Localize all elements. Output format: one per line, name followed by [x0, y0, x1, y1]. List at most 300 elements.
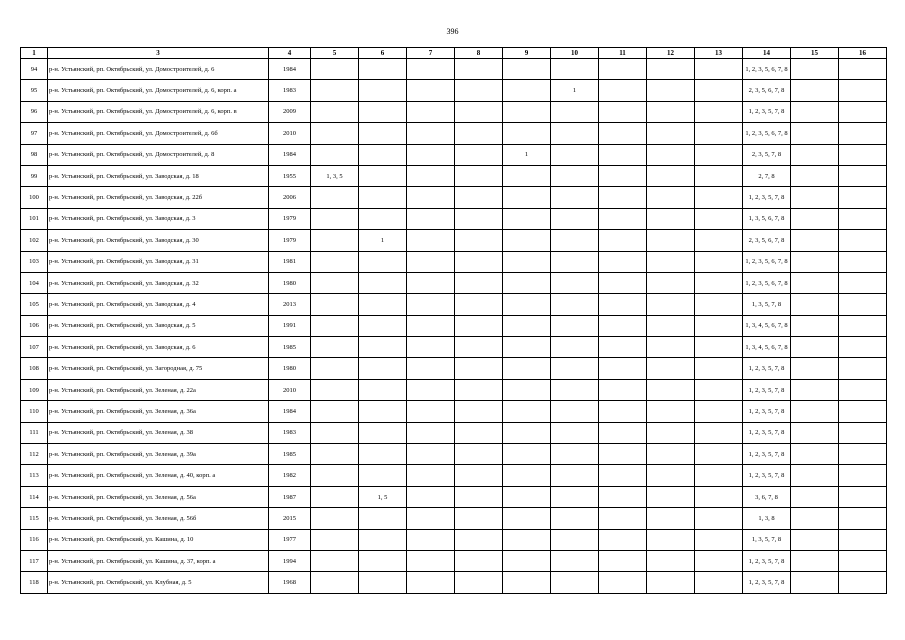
table-cell-col-10 [551, 337, 599, 358]
table-cell-col-1: 101 [21, 208, 48, 229]
table-cell-col-16 [839, 101, 887, 122]
table-cell-col-3: р-н. Устьянский, рп. Октябрьский, ул. Домостроителей, д. 6б [48, 123, 269, 144]
table-row [21, 123, 887, 144]
table-cell-col-1: 94 [21, 59, 48, 80]
table-cell-col-5 [311, 444, 359, 465]
table-cell-col-6 [359, 144, 407, 165]
table-row [21, 401, 887, 422]
table-cell-col-3: р-н. Устьянский, рп. Октябрьский, ул. Зеленая, д. 56а [48, 486, 269, 507]
column-header-13: 13 [695, 48, 743, 59]
table-cell-col-9 [503, 379, 551, 400]
table-cell-col-8 [455, 294, 503, 315]
table-cell-col-15 [791, 486, 839, 507]
table-cell-col-11 [599, 465, 647, 486]
table-cell-col-14: 1, 3, 5, 7, 8 [743, 294, 791, 315]
table-cell-col-1: 108 [21, 358, 48, 379]
table-row [21, 465, 887, 486]
table-cell-col-16 [839, 337, 887, 358]
table-cell-col-12 [647, 251, 695, 272]
table-cell-col-15 [791, 80, 839, 101]
table-row [21, 422, 887, 443]
table-cell-col-14: 1, 2, 3, 5, 7, 8 [743, 422, 791, 443]
table-cell-col-11 [599, 144, 647, 165]
table-cell-col-3: р-н. Устьянский, рп. Октябрьский, ул. Зеленая, д. 36а [48, 401, 269, 422]
table-cell-col-4: 1980 [269, 358, 311, 379]
table-cell-col-5 [311, 123, 359, 144]
column-header-4: 4 [269, 48, 311, 59]
table-cell-col-8 [455, 101, 503, 122]
table-cell-col-6 [359, 550, 407, 571]
table-row [21, 144, 887, 165]
table-cell-col-4: 1980 [269, 272, 311, 293]
table-cell-col-8 [455, 337, 503, 358]
table-cell-col-4: 1983 [269, 80, 311, 101]
table-cell-col-13 [695, 337, 743, 358]
table-cell-col-4: 1984 [269, 59, 311, 80]
table-cell-col-8 [455, 379, 503, 400]
table-cell-col-1: 115 [21, 508, 48, 529]
table-cell-col-3: р-н. Устьянский, рп. Октябрьский, ул. Клубная, д. 5 [48, 572, 269, 593]
table-cell-col-13 [695, 486, 743, 507]
table-cell-col-4: 1984 [269, 401, 311, 422]
table-cell-col-10 [551, 550, 599, 571]
table-row [21, 208, 887, 229]
table-cell-col-4: 1981 [269, 251, 311, 272]
table-cell-col-6 [359, 529, 407, 550]
table-cell-col-11 [599, 486, 647, 507]
table-cell-col-4: 2015 [269, 508, 311, 529]
table-cell-col-11 [599, 165, 647, 186]
table-cell-col-7 [407, 486, 455, 507]
table-cell-col-13 [695, 187, 743, 208]
table-cell-col-9 [503, 101, 551, 122]
table-cell-col-16 [839, 379, 887, 400]
table-cell-col-14: 1, 2, 3, 5, 7, 8 [743, 187, 791, 208]
table-cell-col-16 [839, 294, 887, 315]
table-row [21, 358, 887, 379]
table-cell-col-1: 107 [21, 337, 48, 358]
table-cell-col-9 [503, 123, 551, 144]
page-number: 396 [446, 27, 459, 36]
table-cell-col-7 [407, 294, 455, 315]
table-cell-col-15 [791, 508, 839, 529]
table-cell-col-6 [359, 251, 407, 272]
column-header-3: 3 [48, 48, 269, 59]
table-cell-col-9 [503, 337, 551, 358]
table-cell-col-9 [503, 187, 551, 208]
table-cell-col-8 [455, 230, 503, 251]
table-cell-col-4: 1987 [269, 486, 311, 507]
table-cell-col-12 [647, 379, 695, 400]
table-cell-col-3: р-н. Устьянский, рп. Октябрьский, ул. Зеленая, д. 22а [48, 379, 269, 400]
table-cell-col-11 [599, 401, 647, 422]
table-cell-col-10 [551, 358, 599, 379]
table-cell-col-11 [599, 529, 647, 550]
table-cell-col-6 [359, 508, 407, 529]
table-cell-col-10 [551, 208, 599, 229]
table-cell-col-11 [599, 358, 647, 379]
table-cell-col-7 [407, 230, 455, 251]
table-cell-col-9 [503, 272, 551, 293]
table-cell-col-7 [407, 251, 455, 272]
table-cell-col-15 [791, 550, 839, 571]
table-cell-col-15 [791, 572, 839, 593]
table-cell-col-9 [503, 401, 551, 422]
table-cell-col-12 [647, 80, 695, 101]
table-row [21, 294, 887, 315]
table-cell-col-3: р-н. Устьянский, рп. Октябрьский, ул. Кашина, д. 37, корп. а [48, 550, 269, 571]
table-row [21, 80, 887, 101]
table-cell-col-9 [503, 508, 551, 529]
table-cell-col-3: р-н. Устьянский, рп. Октябрьский, ул. Домостроителей, д. 6, корп. в [48, 101, 269, 122]
table-cell-col-16 [839, 272, 887, 293]
table-cell-col-14: 1, 2, 3, 5, 7, 8 [743, 379, 791, 400]
table-cell-col-7 [407, 358, 455, 379]
table-cell-col-6 [359, 465, 407, 486]
table-cell-col-6: 1, 5 [359, 486, 407, 507]
column-header-14: 14 [743, 48, 791, 59]
table-cell-col-10: 1 [551, 80, 599, 101]
table-cell-col-7 [407, 144, 455, 165]
table-cell-col-10 [551, 230, 599, 251]
table-cell-col-10 [551, 272, 599, 293]
table-cell-col-9 [503, 315, 551, 336]
table-cell-col-5 [311, 358, 359, 379]
table-cell-col-10 [551, 486, 599, 507]
table-cell-col-5 [311, 401, 359, 422]
table-cell-col-11 [599, 272, 647, 293]
table-row [21, 101, 887, 122]
table-cell-col-8 [455, 358, 503, 379]
table-cell-col-12 [647, 486, 695, 507]
table-cell-col-5 [311, 572, 359, 593]
table-row [21, 337, 887, 358]
table-cell-col-15 [791, 315, 839, 336]
table-cell-col-9 [503, 230, 551, 251]
table-cell-col-8 [455, 486, 503, 507]
table-cell-col-8 [455, 572, 503, 593]
table-cell-col-16 [839, 550, 887, 571]
table-cell-col-8 [455, 401, 503, 422]
table-row [21, 165, 887, 186]
table-cell-col-12 [647, 444, 695, 465]
table-cell-col-5 [311, 529, 359, 550]
table-cell-col-8 [455, 465, 503, 486]
table-cell-col-10 [551, 144, 599, 165]
table-cell-col-14: 2, 7, 8 [743, 165, 791, 186]
table-cell-col-4: 1994 [269, 550, 311, 571]
table-cell-col-12 [647, 572, 695, 593]
table-cell-col-5 [311, 337, 359, 358]
column-header-7: 7 [407, 48, 455, 59]
table-cell-col-5 [311, 379, 359, 400]
table-cell-col-13 [695, 144, 743, 165]
table-cell-col-3: р-н. Устьянский, рп. Октябрьский, ул. Заводская, д. 31 [48, 251, 269, 272]
table-cell-col-12 [647, 101, 695, 122]
table-cell-col-14: 1, 2, 3, 5, 7, 8 [743, 572, 791, 593]
column-header-6: 6 [359, 48, 407, 59]
table-cell-col-14: 1, 2, 3, 5, 6, 7, 8 [743, 251, 791, 272]
table-cell-col-6 [359, 101, 407, 122]
table-cell-col-15 [791, 465, 839, 486]
table-cell-col-6 [359, 272, 407, 293]
table-cell-col-8 [455, 59, 503, 80]
table-cell-col-13 [695, 379, 743, 400]
table-cell-col-8 [455, 315, 503, 336]
table-cell-col-9: 1 [503, 144, 551, 165]
table-cell-col-10 [551, 422, 599, 443]
table-cell-col-9 [503, 59, 551, 80]
table-cell-col-15 [791, 358, 839, 379]
table-cell-col-13 [695, 315, 743, 336]
table-cell-col-11 [599, 550, 647, 571]
table-cell-col-1: 103 [21, 251, 48, 272]
table-cell-col-1: 111 [21, 422, 48, 443]
table-cell-col-15 [791, 208, 839, 229]
table-cell-col-7 [407, 508, 455, 529]
table-row [21, 251, 887, 272]
table-cell-col-10 [551, 251, 599, 272]
table-cell-col-13 [695, 251, 743, 272]
column-header-16: 16 [839, 48, 887, 59]
table-cell-col-3: р-н. Устьянский, рп. Октябрьский, ул. Заводская, д. 18 [48, 165, 269, 186]
table-cell-col-11 [599, 251, 647, 272]
table-cell-col-14: 1, 3, 4, 5, 6, 7, 8 [743, 337, 791, 358]
table-cell-col-15 [791, 165, 839, 186]
column-header-9: 9 [503, 48, 551, 59]
table-row [21, 486, 887, 507]
table-cell-col-12 [647, 465, 695, 486]
table-cell-col-1: 114 [21, 486, 48, 507]
column-header-1: 1 [21, 48, 48, 59]
table-cell-col-7 [407, 444, 455, 465]
table-cell-col-5 [311, 294, 359, 315]
table-cell-col-12 [647, 315, 695, 336]
table-cell-col-10 [551, 165, 599, 186]
table-cell-col-1: 105 [21, 294, 48, 315]
table-cell-col-1: 118 [21, 572, 48, 593]
table-cell-col-16 [839, 144, 887, 165]
table-cell-col-4: 2009 [269, 101, 311, 122]
table-cell-col-8 [455, 144, 503, 165]
table-cell-col-12 [647, 337, 695, 358]
table-cell-col-13 [695, 358, 743, 379]
table-cell-col-15 [791, 272, 839, 293]
table-cell-col-11 [599, 444, 647, 465]
table-cell-col-11 [599, 123, 647, 144]
table-row [21, 315, 887, 336]
table-row [21, 550, 887, 571]
table-cell-col-4: 2013 [269, 294, 311, 315]
table-cell-col-16 [839, 165, 887, 186]
table-cell-col-13 [695, 80, 743, 101]
table-body [21, 59, 887, 594]
table-cell-col-14: 2, 3, 5, 6, 7, 8 [743, 80, 791, 101]
table-cell-col-5 [311, 508, 359, 529]
table-cell-col-7 [407, 165, 455, 186]
table-cell-col-12 [647, 294, 695, 315]
table-cell-col-6 [359, 337, 407, 358]
table-cell-col-7 [407, 123, 455, 144]
table-cell-col-7 [407, 187, 455, 208]
table-cell-col-6 [359, 208, 407, 229]
table-cell-col-11 [599, 230, 647, 251]
table-cell-col-16 [839, 80, 887, 101]
table-cell-col-3: р-н. Устьянский, рп. Октябрьский, ул. Заводская, д. 32 [48, 272, 269, 293]
table-cell-col-13 [695, 422, 743, 443]
table-cell-col-3: р-н. Устьянский, рп. Октябрьский, ул. Кашина, д. 10 [48, 529, 269, 550]
table-cell-col-4: 1985 [269, 337, 311, 358]
table-cell-col-6 [359, 572, 407, 593]
table-cell-col-15 [791, 294, 839, 315]
table-cell-col-6 [359, 294, 407, 315]
table-cell-col-3: р-н. Устьянский, рп. Октябрьский, ул. Заводская, д. 30 [48, 230, 269, 251]
table-cell-col-13 [695, 294, 743, 315]
table-cell-col-12 [647, 59, 695, 80]
table-cell-col-7 [407, 465, 455, 486]
table-cell-col-1: 96 [21, 101, 48, 122]
table-cell-col-4: 2010 [269, 123, 311, 144]
table-cell-col-16 [839, 230, 887, 251]
table-cell-col-9 [503, 422, 551, 443]
table-cell-col-11 [599, 315, 647, 336]
table-row [21, 187, 887, 208]
table-cell-col-14: 1, 2, 3, 5, 6, 7, 8 [743, 272, 791, 293]
table-cell-col-12 [647, 358, 695, 379]
table-cell-col-8 [455, 529, 503, 550]
table-cell-col-11 [599, 101, 647, 122]
table-cell-col-1: 109 [21, 379, 48, 400]
table-cell-col-15 [791, 251, 839, 272]
table-cell-col-5 [311, 144, 359, 165]
table-cell-col-5 [311, 422, 359, 443]
table-cell-col-14: 1, 2, 3, 5, 6, 7, 8 [743, 59, 791, 80]
column-header-11: 11 [599, 48, 647, 59]
table-cell-col-15 [791, 187, 839, 208]
table-cell-col-16 [839, 123, 887, 144]
table-cell-col-16 [839, 529, 887, 550]
table-cell-col-13 [695, 101, 743, 122]
table-cell-col-1: 117 [21, 550, 48, 571]
table-cell-col-5: 1, 3, 5 [311, 165, 359, 186]
table-cell-col-3: р-н. Устьянский, рп. Октябрьский, ул. Домостроителей, д. 6 [48, 59, 269, 80]
table-cell-col-1: 100 [21, 187, 48, 208]
table-cell-col-14: 1, 2, 3, 5, 7, 8 [743, 101, 791, 122]
table-cell-col-6 [359, 123, 407, 144]
table-cell-col-7 [407, 572, 455, 593]
column-header-10: 10 [551, 48, 599, 59]
table-cell-col-3: р-н. Устьянский, рп. Октябрьский, ул. Зеленая, д. 56б [48, 508, 269, 529]
table-cell-col-4: 1979 [269, 208, 311, 229]
table-cell-col-6: 1 [359, 230, 407, 251]
table-cell-col-6 [359, 187, 407, 208]
table-cell-col-10 [551, 572, 599, 593]
table-cell-col-10 [551, 187, 599, 208]
table-cell-col-1: 102 [21, 230, 48, 251]
table-cell-col-1: 116 [21, 529, 48, 550]
table-cell-col-1: 98 [21, 144, 48, 165]
table-cell-col-8 [455, 208, 503, 229]
table-cell-col-7 [407, 101, 455, 122]
table-cell-col-15 [791, 230, 839, 251]
table-cell-col-7 [407, 272, 455, 293]
table-cell-col-10 [551, 59, 599, 80]
table-cell-col-7 [407, 422, 455, 443]
table-cell-col-11 [599, 508, 647, 529]
table-cell-col-5 [311, 251, 359, 272]
table-cell-col-5 [311, 59, 359, 80]
table-cell-col-5 [311, 465, 359, 486]
table-cell-col-16 [839, 444, 887, 465]
table-cell-col-11 [599, 80, 647, 101]
table-cell-col-12 [647, 422, 695, 443]
table-cell-col-10 [551, 465, 599, 486]
table-cell-col-13 [695, 123, 743, 144]
table-cell-col-4: 2006 [269, 187, 311, 208]
table-cell-col-10 [551, 529, 599, 550]
table-cell-col-3: р-н. Устьянский, рп. Октябрьский, ул. Заводская, д. 4 [48, 294, 269, 315]
table-cell-col-10 [551, 123, 599, 144]
table-cell-col-9 [503, 294, 551, 315]
table-cell-col-6 [359, 358, 407, 379]
table-row [21, 529, 887, 550]
table-row [21, 379, 887, 400]
table-cell-col-12 [647, 508, 695, 529]
table-cell-col-13 [695, 59, 743, 80]
table-cell-col-11 [599, 379, 647, 400]
table-cell-col-1: 97 [21, 123, 48, 144]
table-cell-col-16 [839, 572, 887, 593]
table-cell-col-1: 99 [21, 165, 48, 186]
table-cell-col-4: 1968 [269, 572, 311, 593]
table-cell-col-15 [791, 444, 839, 465]
table-cell-col-1: 104 [21, 272, 48, 293]
table-cell-col-12 [647, 272, 695, 293]
table-cell-col-13 [695, 529, 743, 550]
table-cell-col-14: 1, 3, 5, 6, 7, 8 [743, 208, 791, 229]
column-header-15: 15 [791, 48, 839, 59]
table-cell-col-15 [791, 123, 839, 144]
table-cell-col-16 [839, 59, 887, 80]
table-cell-col-3: р-н. Устьянский, рп. Октябрьский, ул. Зеленая, д. 39а [48, 444, 269, 465]
table-cell-col-10 [551, 315, 599, 336]
table-cell-col-10 [551, 444, 599, 465]
table-cell-col-9 [503, 572, 551, 593]
table-cell-col-13 [695, 272, 743, 293]
table-cell-col-16 [839, 208, 887, 229]
table-cell-col-14: 1, 2, 3, 5, 7, 8 [743, 550, 791, 571]
table-cell-col-1: 110 [21, 401, 48, 422]
table-cell-col-13 [695, 230, 743, 251]
table-cell-col-16 [839, 422, 887, 443]
table-cell-col-12 [647, 550, 695, 571]
table-cell-col-16 [839, 187, 887, 208]
table-cell-col-14: 1, 2, 3, 5, 7, 8 [743, 465, 791, 486]
table-cell-col-1: 112 [21, 444, 48, 465]
table-cell-col-6 [359, 401, 407, 422]
table-cell-col-14: 3, 6, 7, 8 [743, 486, 791, 507]
table-cell-col-1: 95 [21, 80, 48, 101]
table-cell-col-11 [599, 59, 647, 80]
table-cell-col-3: р-н. Устьянский, рп. Октябрьский, ул. Заводская, д. 22б [48, 187, 269, 208]
table-cell-col-1: 113 [21, 465, 48, 486]
table-cell-col-11 [599, 422, 647, 443]
table-cell-col-10 [551, 379, 599, 400]
table-cell-col-15 [791, 144, 839, 165]
table-cell-col-3: р-н. Устьянский, рп. Октябрьский, ул. Заводская, д. 6 [48, 337, 269, 358]
table-cell-col-4: 1982 [269, 465, 311, 486]
table-cell-col-6 [359, 315, 407, 336]
